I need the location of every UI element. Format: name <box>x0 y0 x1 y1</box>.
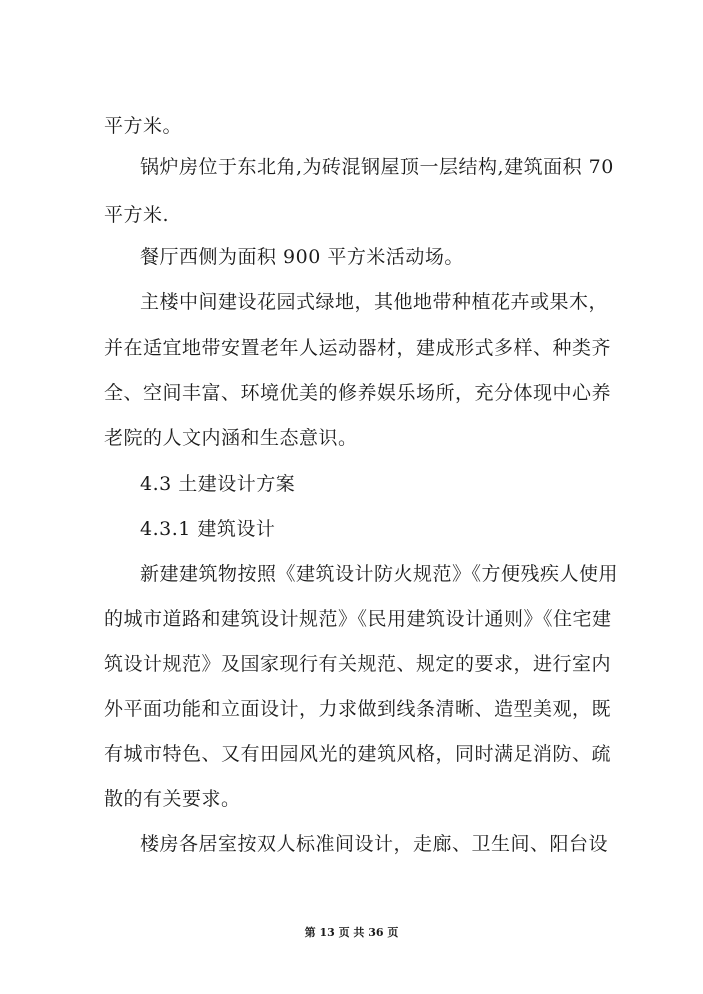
body-line-17: 楼房各居室按双人标准间设计，走廊、卫生间、阳台设 <box>140 833 609 855</box>
body-line-15: 有城市特色、又有田园风光的建筑风格，同时满足消防、疏 <box>104 743 612 765</box>
section-heading-4-3-1: 4.3.1 建筑设计 <box>140 518 276 540</box>
body-line-11: 新建建筑物按照《建筑设计防火规范》《方便残疾人使用 <box>140 563 619 585</box>
page-number-footer: 第 13 页 共 36 页 <box>304 926 399 939</box>
body-line-1: 平方米。 <box>104 115 183 137</box>
body-line-7: 全、空间丰富、环境优美的修养娱乐场所，充分体现中心养 <box>104 382 612 404</box>
body-line-4: 餐厅西侧为面积 900 平方米活动场。 <box>140 246 464 268</box>
body-line-3: 平方米. <box>104 204 170 226</box>
body-line-5: 主楼中间建设花园式绿地，其他地带种植花卉或果木， <box>140 291 609 313</box>
section-heading-4-3: 4.3 土建设计方案 <box>140 473 296 495</box>
body-line-12: 的城市道路和建筑设计规范》《民用建筑设计通则》《住宅建 <box>104 608 612 630</box>
body-line-8: 老院的人文内涵和生态意识。 <box>104 427 358 449</box>
body-line-14: 外平面功能和立面设计，力求做到线条清晰、造型美观，既 <box>104 698 612 720</box>
body-line-6: 并在适宜地带安置老年人运动器材，建成形式多样、种类齐 <box>104 337 612 359</box>
body-line-13: 筑设计规范》及国家现行有关规范、规定的要求，进行室内 <box>104 653 612 675</box>
body-line-2: 锅炉房位于东北角,为砖混钢屋顶一层结构,建筑面积 70 <box>140 156 614 178</box>
body-line-16: 散的有关要求。 <box>104 788 241 810</box>
